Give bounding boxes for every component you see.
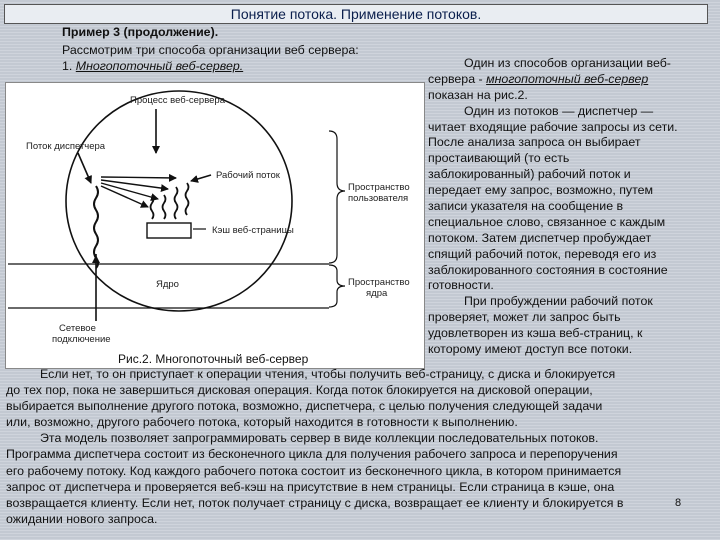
bottom-line: ожидании нового запроса. <box>6 511 158 526</box>
bottom-line: до тех пор, пока не завершиться дисковая операция. Когда поток блокируется на дисковой операции, <box>6 383 593 398</box>
bottom-line: его рабочему потоку. Код каждого рабочего потока состоит из бесконечного цикла, в котором принимается <box>6 463 622 478</box>
right-line-part: сервера - <box>428 71 487 86</box>
label-kernel: Ядро <box>156 279 179 290</box>
right-line: проверяет, может ли запрос быть <box>428 310 621 325</box>
label-user-space-1: Пространство <box>348 182 410 193</box>
right-line: простаивающий (то есть <box>428 151 570 166</box>
worker-thread-4 <box>186 183 189 215</box>
worker-thread-1 <box>151 195 154 219</box>
worker-thread-3 <box>175 187 178 219</box>
right-line: удовлетворен из кэша веб-страниц, к <box>428 326 643 341</box>
dispatch-arrow-3 <box>101 183 158 199</box>
right-line: записи указателя на сообщение в <box>428 199 624 214</box>
right-line: потоком. Затем диспетчер пробуждает <box>428 230 652 245</box>
right-line: специальное слово, связанное с каждым <box>428 214 666 229</box>
right-line-emphasis: многопоточный веб-сервер <box>486 71 649 86</box>
bottom-line: запрос от диспетчера и проверяется веб-кэш на присутствие в нем страницы. Если страница в кэше, она <box>6 479 615 494</box>
label-network-2: подключение <box>52 334 111 345</box>
right-line: которому имеют доступ все потоки. <box>428 342 633 357</box>
slide-title-bar <box>4 4 708 24</box>
list-item-number: 1. <box>62 59 76 73</box>
figure-multithreaded-server <box>5 82 425 369</box>
right-line: передает ему запрос, возможно, путем <box>428 183 654 198</box>
right-line: читает входящие рабочие запросы из сети. <box>428 119 678 134</box>
web-page-cache-box <box>147 223 191 238</box>
figure-diagram <box>6 83 424 368</box>
example-heading: Пример 3 (продолжение). <box>62 25 219 39</box>
label-user-space-2: пользователя <box>348 193 409 204</box>
list-item-text: Многопоточный веб-сервер. <box>75 59 244 73</box>
figure-caption: Рис.2. Многопоточный веб-сервер <box>118 352 309 366</box>
network-arrowhead <box>92 255 100 263</box>
right-line: готовности. <box>428 278 494 293</box>
worker-thread-2 <box>163 195 166 219</box>
bottom-line: Эта модель позволяет запрограммировать сервер в виде коллекции последовательных потоков. <box>40 431 599 446</box>
right-line: Один из потоков — диспетчер — <box>464 103 654 118</box>
right-line <box>428 72 716 88</box>
process-circle <box>66 91 292 311</box>
bottom-line: возвращается клиенту. Если нет, поток получает страницу с диска, возвращает ее клиенту и блокируется в <box>6 495 624 510</box>
right-line: заблокированного состояния в состояние <box>428 262 668 277</box>
right-line: заблокированный) рабочий поток и <box>428 167 631 182</box>
bottom-line: или, возможно, другого рабочего потока, который находится в готовности к выполнению. <box>6 415 518 430</box>
dispatch-arrow-1 <box>101 177 176 178</box>
right-line: При пробуждении рабочий поток <box>464 294 653 309</box>
label-cache: Кэш веб-страницы <box>212 225 294 236</box>
label-dispatcher: Поток диспетчера <box>26 141 106 152</box>
slide-title: Понятие потока. Применение потоков. <box>230 6 482 22</box>
page-number: 8 <box>675 497 682 509</box>
dispatcher-arrow <box>78 153 91 183</box>
dispatch-arrow-2 <box>101 180 168 189</box>
bottom-line: выбирается выполнение другого потока, возможно, диспетчера, с целью получения следующей задачи <box>6 399 603 414</box>
bottom-text <box>6 366 710 527</box>
right-line: показан на рис.2. <box>428 87 528 102</box>
label-process: Процесс веб-сервера <box>130 95 225 106</box>
right-line: Один из способов организации веб- <box>464 56 671 70</box>
intro-line: Рассмотрим три способа организации веб сервера: <box>62 43 359 57</box>
label-network-1: Сетевое <box>59 323 96 334</box>
right-column-text <box>428 56 716 358</box>
label-kernel-space-1: Пространство <box>348 277 410 288</box>
right-line: После анализа запроса он выбирает <box>428 135 641 150</box>
right-line: спящий рабочий поток, переводя его из <box>428 246 657 261</box>
worker-arrow <box>191 175 211 181</box>
label-kernel-space-2: ядра <box>366 288 388 299</box>
label-worker: Рабочий поток <box>216 170 280 181</box>
kernel-space-brace <box>329 265 345 307</box>
user-space-brace <box>329 131 345 263</box>
list-item-1 <box>62 58 243 74</box>
bottom-line: Если нет, то он приступает к операции чтения, чтобы получить веб-страницу, с диска и блокируется <box>40 367 616 381</box>
bottom-line: Программа диспетчера состоит из бесконечного цикла для получения рабочего запроса и перепоручения <box>6 447 618 462</box>
